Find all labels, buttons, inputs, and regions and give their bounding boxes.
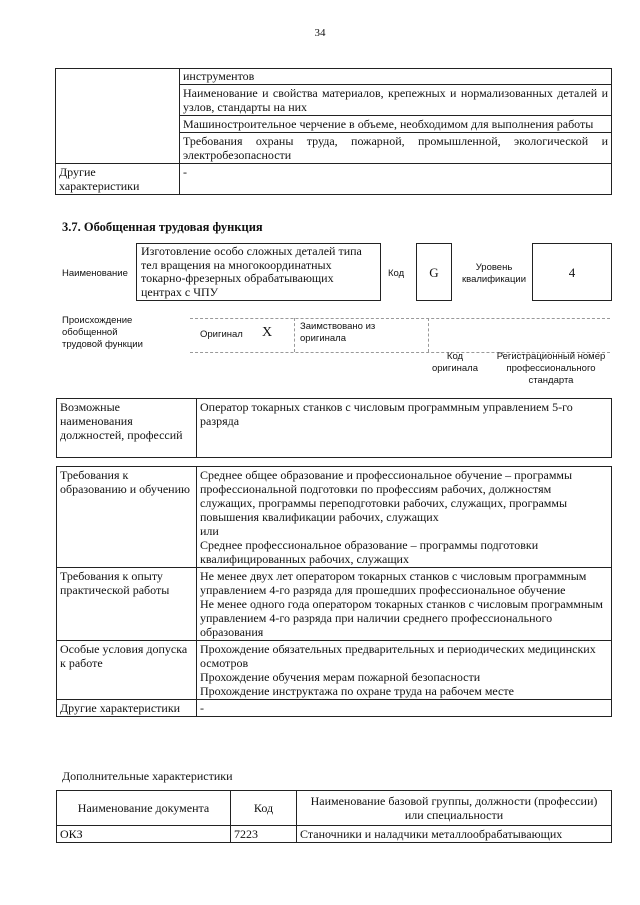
job-titles-table bbox=[56, 398, 612, 458]
requirement-line: Среднее профессиональное образование – программы подготовки квалифицированных рабочих, служащих bbox=[200, 538, 539, 566]
level-value: 4 bbox=[568, 265, 576, 280]
code-value: G bbox=[429, 265, 439, 280]
table-row bbox=[57, 568, 612, 641]
section-title: 3.7. Обобщенная трудовая функция bbox=[62, 220, 263, 234]
additional-table bbox=[56, 790, 612, 843]
education-label: Требования к образованию и обучению bbox=[57, 467, 197, 568]
page-number: 34 bbox=[314, 27, 326, 39]
cell-document: ОКЗ bbox=[57, 826, 231, 843]
requirement-line: Прохождение обязательных предварительных и периодических медицинских осмотров bbox=[200, 642, 596, 670]
experience-value bbox=[197, 568, 612, 641]
other-label: Другие характеристики bbox=[57, 700, 197, 717]
table-row bbox=[57, 467, 612, 568]
table-row bbox=[56, 164, 612, 195]
requirement-line: Не менее двух лет оператором токарных станков с числовым программным управлением 4-го разряда для прошедших профессиональное обучение bbox=[200, 569, 587, 597]
origin-divider-2 bbox=[428, 318, 429, 352]
job-titles-value: Оператор токарных станков с числовым программным управлением 5-го разряда bbox=[197, 399, 612, 458]
empty-label-cell bbox=[56, 69, 180, 164]
header-document: Наименование документа bbox=[57, 791, 231, 826]
level-label: Уровень квалификации bbox=[461, 262, 527, 285]
requirement-line: Не менее одного года оператором токарных станков с числовым программным управлением 4-го разряда при наличии среднего профессионального образования bbox=[200, 597, 603, 639]
additional-title: Дополнительные характеристики bbox=[62, 769, 233, 783]
table-row bbox=[57, 399, 612, 458]
code-original-caption: Код оригинала bbox=[431, 351, 478, 374]
original-mark: X bbox=[262, 325, 273, 340]
table-row bbox=[57, 641, 612, 700]
function-name-box bbox=[136, 243, 381, 301]
header-code: Код bbox=[231, 791, 297, 826]
origin-label: Происхождение обобщенной трудовой функции bbox=[62, 315, 143, 350]
code-box bbox=[416, 243, 452, 301]
knowledge-item: инструментов bbox=[180, 69, 612, 85]
table-row bbox=[57, 700, 612, 717]
cell-code: 7223 bbox=[231, 826, 297, 843]
function-name: Изготовление особо сложных деталей типа тел вращения на многокоординатных токарно-фрезерных обрабатывающих центрах с ЧПУ bbox=[141, 244, 362, 299]
code-label: Код bbox=[388, 268, 405, 279]
original-label: Оригинал bbox=[200, 329, 243, 340]
origin-divider-1 bbox=[294, 318, 295, 352]
level-box bbox=[532, 243, 612, 301]
table-row bbox=[57, 826, 612, 843]
admission-label: Особые условия допуска к работе bbox=[57, 641, 197, 700]
registration-number-caption: Регистрационный номер профессионального стандарта bbox=[496, 351, 606, 386]
cell-group: Станочники и наладчики металлообрабатывающих bbox=[297, 826, 612, 843]
table-row bbox=[56, 69, 612, 85]
knowledge-item: Требования охраны труда, пожарной, промышленной, экологической и электробезопасности bbox=[180, 133, 612, 164]
other-characteristics-value: - bbox=[180, 164, 612, 195]
knowledge-item: Наименование и свойства материалов, крепежных и нормализованных деталей и узлов, стандарты на них bbox=[180, 85, 612, 116]
knowledge-item: Машиностроительное черчение в объеме, необходимом для выполнения работы bbox=[180, 116, 612, 133]
other-value: - bbox=[197, 700, 612, 717]
header-group: Наименование базовой группы, должности (профессии) или специальности bbox=[297, 791, 612, 826]
job-titles-label: Возможные наименования должностей, профессий bbox=[57, 399, 197, 458]
borrowed-label: Заимствовано из оригинала bbox=[300, 321, 376, 344]
experience-label: Требования к опыту практической работы bbox=[57, 568, 197, 641]
admission-value bbox=[197, 641, 612, 700]
requirement-line: или bbox=[200, 524, 219, 538]
requirement-line: Прохождение обучения мерам пожарной безопасности bbox=[200, 670, 481, 684]
top-knowledge-table bbox=[55, 68, 612, 195]
name-label: Наименование bbox=[62, 268, 128, 279]
origin-top-divider bbox=[190, 318, 610, 319]
table-row bbox=[57, 791, 612, 826]
education-value bbox=[197, 467, 612, 568]
requirements-table bbox=[56, 466, 612, 717]
requirement-line: Среднее общее образование и профессиональное обучение – программы профессиональной подготовки по профессиям рабочих, должностям служащих, программы переподготовки рабочих, служащих, программы повышения квалификации рабочих, служащих bbox=[200, 468, 573, 524]
requirement-line: Прохождение инструктажа по охране труда на рабочем месте bbox=[200, 684, 514, 698]
other-characteristics-label: Другие характеристики bbox=[56, 164, 180, 195]
